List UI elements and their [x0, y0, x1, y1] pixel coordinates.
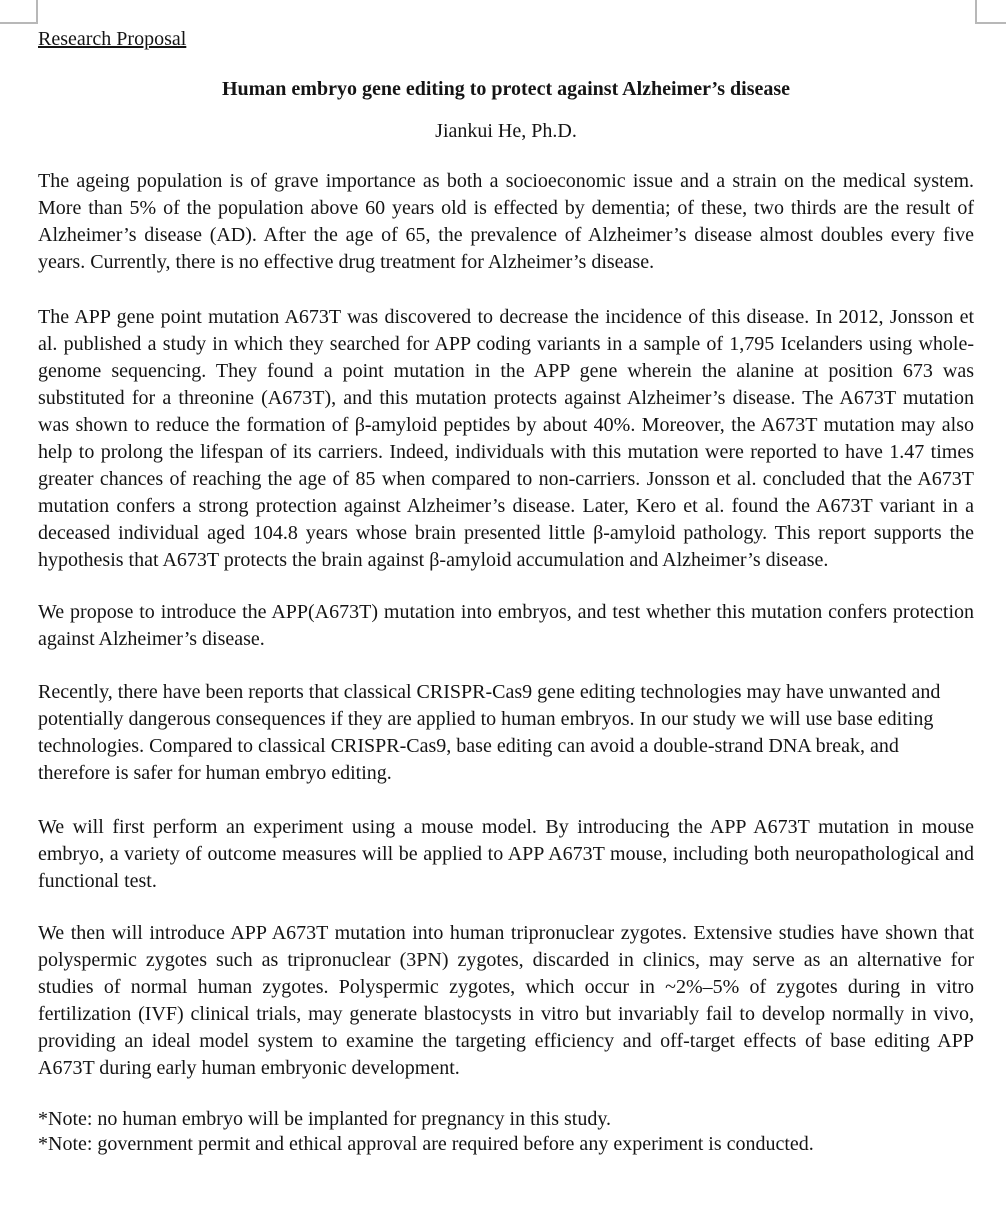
paragraph-proposal: We propose to introduce the APP(A673T) mutation into embryos, and test whether this mutation confers protection against Alzheimer’s disease.	[38, 601, 974, 650]
document-label: Research Proposal	[38, 28, 187, 50]
notes-section	[38, 1107, 974, 1157]
note-ethical-approval: *Note: government permit and ethical approval are required before any experiment is conducted.	[38, 1133, 814, 1155]
document-title: Human embryo gene editing to protect against Alzheimer’s disease	[221, 78, 791, 100]
paragraph-base-editing: Recently, there have been reports that classical CRISPR-Cas9 gene editing technologies may have unwanted and potentially dangerous consequences if they are applied to human embryos. In our study we will use base editing technologies. Compared to classical CRISPR-Cas9, base editing can avoid a double-strand DNA break, and therefore is safer for human embryo editing.	[38, 681, 941, 784]
paragraph-app-mutation: The APP gene point mutation A673T was discovered to decrease the incidence of this disease. In 2012, Jonsson et al. published a study in which they searched for APP coding variants in a sample of 1,795 Icelanders using whole-genome sequencing. They found a point mutation in the APP gene wherein the alanine at position 673 was substituted for a threonine (A673T), and this mutation protects against Alzheimer’s disease. The A673T mutation was shown to reduce the formation of β-amyloid peptides by about 40%. Moreover, the A673T mutation may also help to prolong the lifespan of its carriers. Indeed, individuals with this mutation were reported to have 1.47 times greater chances of reaching the age of 85 when compared to non-carriers. Jonsson et al. concluded that the A673T mutation confers a strong protection against Alzheimer’s disease. Later, Kero et al. found the A673T variant in a deceased individual aged 104.8 years whose brain presented little β-amyloid pathology. This report supports the hypothesis that A673T protects the brain against β-amyloid accumulation and Alzheimer’s disease.	[38, 306, 974, 571]
paragraph-mouse-model: We will first perform an experiment using a mouse model. By introducing the APP A673T mutation in mouse embryo, a variety of outcome measures will be applied to APP A673T mouse, including both neuropathological and functional test.	[38, 816, 974, 892]
crop-mark-left	[0, 0, 38, 24]
crop-mark-right	[975, 0, 1006, 24]
note-no-implantation: *Note: no human embryo will be implanted for pregnancy in this study.	[38, 1108, 612, 1130]
paragraph-ageing-population: The ageing population is of grave importance as both a socioeconomic issue and a strain on the medical system. More than 5% of the population above 60 years old is effected by dementia; of these, two thirds are the result of Alzheimer’s disease (AD). After the age of 65, the prevalence of Alzheimer’s disease almost doubles every five years. Currently, there is no effective drug treatment for Alzheimer’s disease.	[38, 170, 974, 273]
document-author: Jiankui He, Ph.D.	[435, 120, 577, 142]
document-page	[38, 26, 974, 1157]
paragraph-human-zygotes: We then will introduce APP A673T mutation into human tripronuclear zygotes. Extensive studies have shown that polyspermic zygotes such as tripronuclear (3PN) zygotes, discarded in clinics, may serve as an alternative for studies of normal human zygotes. Polyspermic zygotes, which occur in ~2%–5% of zygotes during in vitro fertilization (IVF) clinical trials, may generate blastocysts in vitro but invariably fail to develop normally in vivo, providing an ideal model system to examine the targeting efficiency and off-target effects of base editing APP A673T during early human embryonic development.	[38, 922, 974, 1079]
